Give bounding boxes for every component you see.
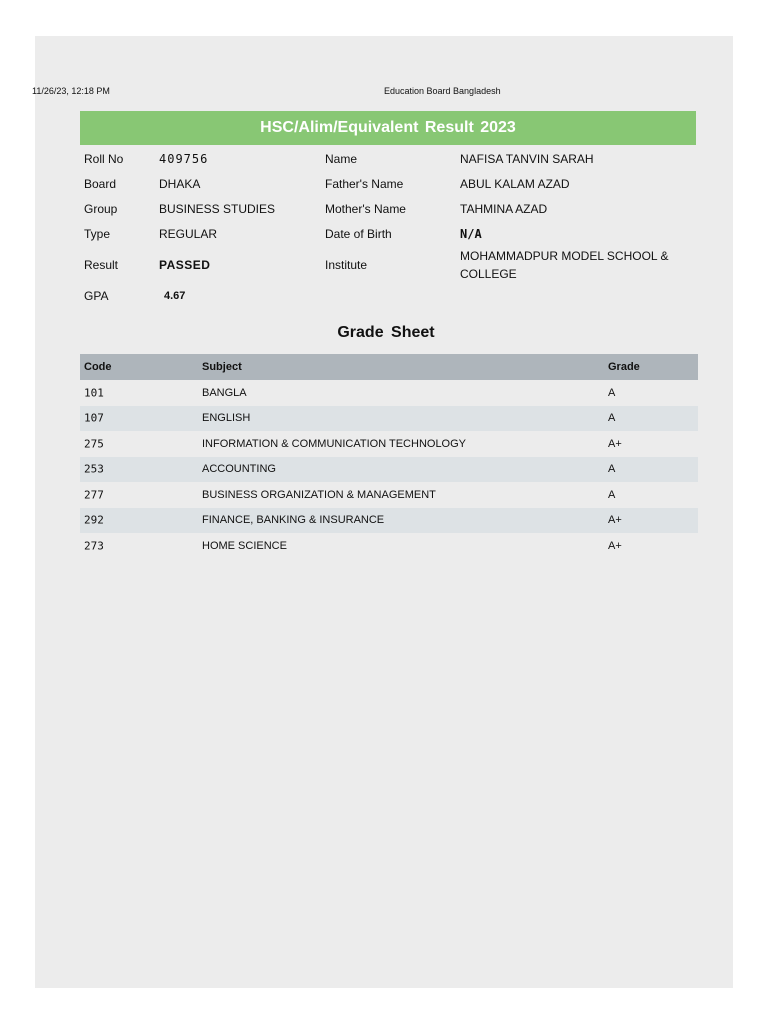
gpa-value: 4.67	[164, 289, 186, 302]
result-value: PASSED	[159, 257, 211, 272]
result-label: Result	[84, 257, 119, 272]
dob-value: N/A	[460, 226, 482, 241]
subject-name: BUSINESS ORGANIZATION & MANAGEMENT	[202, 488, 436, 501]
print-timestamp: 11/26/23, 12:18 PM	[32, 86, 110, 96]
grade-sheet-title: Grade Sheet	[337, 324, 435, 341]
info-row	[84, 196, 696, 221]
student-info	[84, 146, 696, 308]
name-value: NAFISA TANVIN SARAH	[460, 151, 594, 166]
subject-grade: A+	[608, 539, 622, 552]
subject-name: BANGLA	[202, 386, 247, 399]
subject-code: 101	[84, 386, 104, 400]
subject-grade: A+	[608, 514, 622, 527]
info-row	[84, 221, 696, 246]
table-row	[80, 457, 698, 483]
father-value: ABUL KALAM AZAD	[460, 176, 570, 191]
info-row	[84, 246, 696, 283]
subject-grade: A	[608, 412, 616, 425]
subject-grade: A	[608, 463, 616, 476]
name-label: Name	[325, 151, 358, 166]
subject-name: INFORMATION & COMMUNICATION TECHNOLOGY	[202, 437, 467, 450]
grade-table	[80, 354, 698, 559]
header-grade: Grade	[608, 361, 640, 373]
roll-label: Roll No	[84, 151, 124, 166]
type-label: Type	[84, 226, 111, 241]
institute-value: MOHAMMADPUR MODEL SCHOOL & COLLEGE	[460, 248, 669, 281]
info-row	[84, 283, 696, 308]
subject-grade: A+	[608, 437, 622, 450]
table-row	[80, 431, 698, 457]
dob-label: Date of Birth	[325, 226, 392, 241]
table-row	[80, 508, 698, 534]
subject-grade: A	[608, 386, 616, 399]
mother-value: TAHMINA AZAD	[460, 201, 548, 216]
gpa-label: GPA	[84, 288, 109, 303]
subject-code: 107	[84, 411, 104, 425]
print-header	[0, 86, 768, 100]
subject-name: ACCOUNTING	[202, 463, 276, 476]
father-label: Father's Name	[325, 176, 404, 191]
subject-code: 277	[84, 488, 104, 502]
header-code: Code	[84, 361, 112, 373]
mother-label: Mother's Name	[325, 201, 406, 216]
subject-code: 273	[84, 539, 104, 553]
subject-name: ENGLISH	[202, 412, 251, 425]
table-row	[80, 533, 698, 559]
type-value: REGULAR	[159, 226, 218, 241]
subject-code: 292	[84, 513, 104, 527]
subject-code: 253	[84, 462, 104, 476]
info-row	[84, 146, 696, 171]
board-value: DHAKA	[159, 176, 201, 191]
table-row	[80, 406, 698, 432]
subject-name: FINANCE, BANKING & INSURANCE	[202, 514, 385, 527]
subject-name: HOME SCIENCE	[202, 539, 287, 552]
print-source: Education Board Bangladesh	[384, 86, 501, 96]
table-row	[80, 380, 698, 406]
subject-code: 275	[84, 437, 104, 451]
board-label: Board	[84, 176, 117, 191]
info-row	[84, 171, 696, 196]
group-value: BUSINESS STUDIES	[159, 201, 276, 216]
result-title-banner: HSC/Alim/Equivalent Result 2023	[80, 111, 696, 145]
grade-table-header	[80, 354, 698, 380]
group-label: Group	[84, 201, 118, 216]
table-row	[80, 482, 698, 508]
header-subject: Subject	[202, 361, 242, 373]
subject-grade: A	[608, 488, 616, 501]
roll-value: 409756	[159, 151, 209, 166]
institute-label: Institute	[325, 257, 368, 272]
